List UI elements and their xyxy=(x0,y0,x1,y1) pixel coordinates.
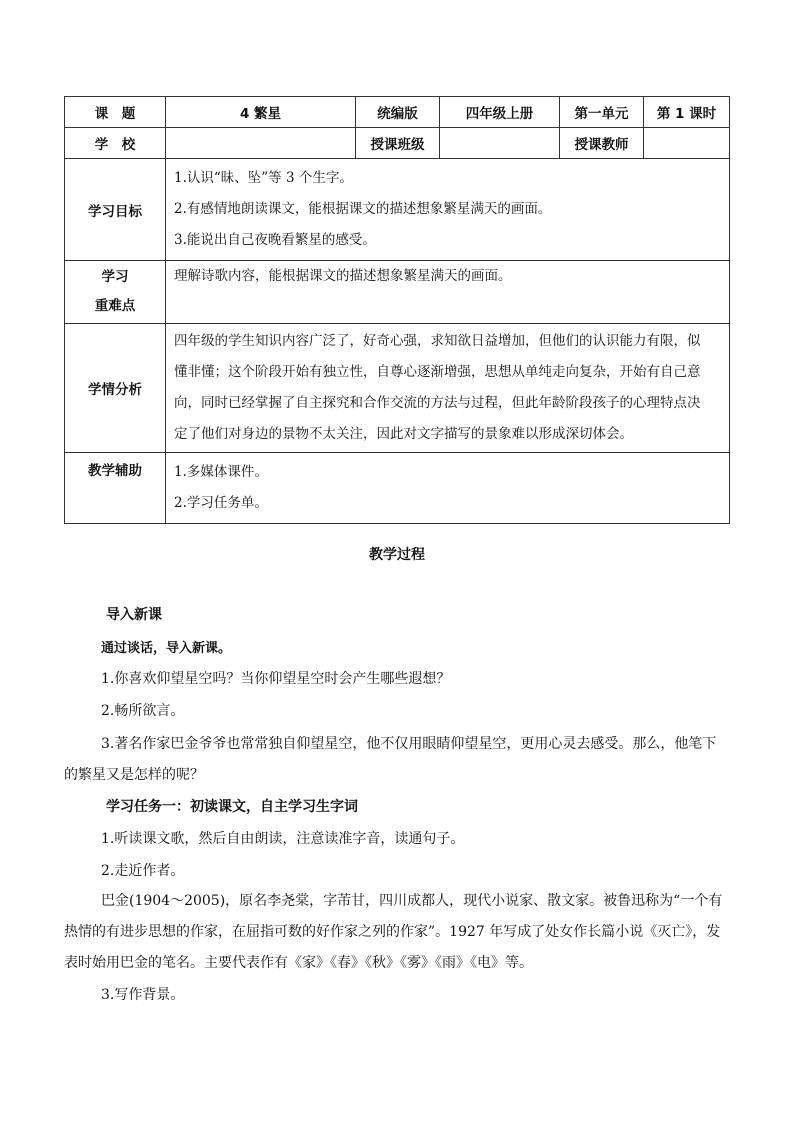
school-value xyxy=(166,128,356,159)
aids-label: 教学辅助 xyxy=(65,453,166,524)
question-1: 1.你喜欢仰望星空吗？当你仰望星空时会产生哪些遐想？ xyxy=(101,671,451,687)
analysis-label: 学情分析 xyxy=(65,324,166,453)
author-bio-line3: 表时始用巴金的笔名。主要代表作有《家》《春》《秋》《雾》《雨》《电》等。 xyxy=(64,955,533,971)
task1-step1: 1.听读课文歌，然后自由朗读，注意读准字音，读通句子。 xyxy=(101,831,465,847)
analysis-line: 向，同时已经掌握了自主探究和合作交流的方法与过程，但此年龄阶段孩子的心理特点决 xyxy=(174,395,701,411)
class-label: 授课班级 xyxy=(356,128,440,159)
analysis-content xyxy=(166,324,730,453)
teacher-label: 授课教师 xyxy=(560,128,644,159)
analysis-line: 懂非懂；这个阶段开始有独立性，自尊心逐渐增强，思想从单纯走向复杂，开始有自己意 xyxy=(174,364,701,380)
task1-step2: 2.走近作者。 xyxy=(101,863,185,879)
author-bio-line1: 巴金(1904～2005)，原名李尧棠，字芾甘，四川成都人，现代小说家、散文家。被鲁迅称为“一个有 xyxy=(101,893,723,909)
analysis-line: 四年级的学生知识内容广泛了，好奇心强，求知欲日益增加，但他们的认识能力有限，似 xyxy=(174,333,701,349)
process-title: 教学过程 xyxy=(369,547,425,563)
question-3-line1: 3.著名作家巴金爷爷也常常独自仰望星空，他不仅用眼睛仰望星空，更用心灵去感受。那么，他笔下 xyxy=(101,736,717,752)
author-bio-line2: 热情的有进步思想的作家，在屈指可数的好作家之列的作家”。1927 年写成了处女作长篇小说《灭亡》，发 xyxy=(64,924,721,940)
goal-item: 3.能说出自己夜晚看繁星的感受。 xyxy=(174,232,376,248)
grade: 四年级上册 xyxy=(440,97,560,128)
goals-content xyxy=(166,159,730,261)
aids-content xyxy=(166,453,730,524)
lesson-label: 课 题 xyxy=(65,97,166,128)
goals-label: 学习目标 xyxy=(65,159,166,261)
key-content xyxy=(166,261,730,324)
key-label-line1: 学习 xyxy=(101,269,129,285)
key-label xyxy=(65,261,166,324)
intro-subheading: 通过谈话，导入新课。 xyxy=(101,641,232,656)
analysis-line: 定了他们对身边的景物不太关注，因此对文字描写的景象难以形成深切体会。 xyxy=(174,426,633,442)
task1-heading: 学习任务一：初读课文，自主学习生字词 xyxy=(106,799,358,815)
unit: 第一单元 xyxy=(560,97,644,128)
lesson-title: 4 繁星 xyxy=(166,97,356,128)
goal-item: 2.有感情地朗读课文，能根据课文的描述想象繁星满天的画面。 xyxy=(174,201,552,217)
task1-step3: 3.写作背景。 xyxy=(101,987,185,1003)
key-label-line2: 重难点 xyxy=(94,298,136,314)
school-label: 学 校 xyxy=(65,128,166,159)
edition: 统编版 xyxy=(356,97,440,128)
key-text: 理解诗歌内容，能根据课文的描述想象繁星满天的画面。 xyxy=(174,268,512,284)
intro-heading: 导入新课 xyxy=(106,607,162,623)
aid-item: 1.多媒体课件。 xyxy=(174,464,268,480)
question-3-line2: 的繁星又是怎样的呢？ xyxy=(64,767,204,783)
lesson-info-table xyxy=(64,96,730,524)
aid-item: 2.学习任务单。 xyxy=(174,495,268,511)
teacher-value xyxy=(644,128,730,159)
goal-item: 1.认识“昧、坠”等 3 个生字。 xyxy=(174,170,353,186)
question-2: 2.畅所欲言。 xyxy=(101,703,185,719)
class-value xyxy=(440,128,560,159)
period: 第 1 课时 xyxy=(644,97,730,128)
